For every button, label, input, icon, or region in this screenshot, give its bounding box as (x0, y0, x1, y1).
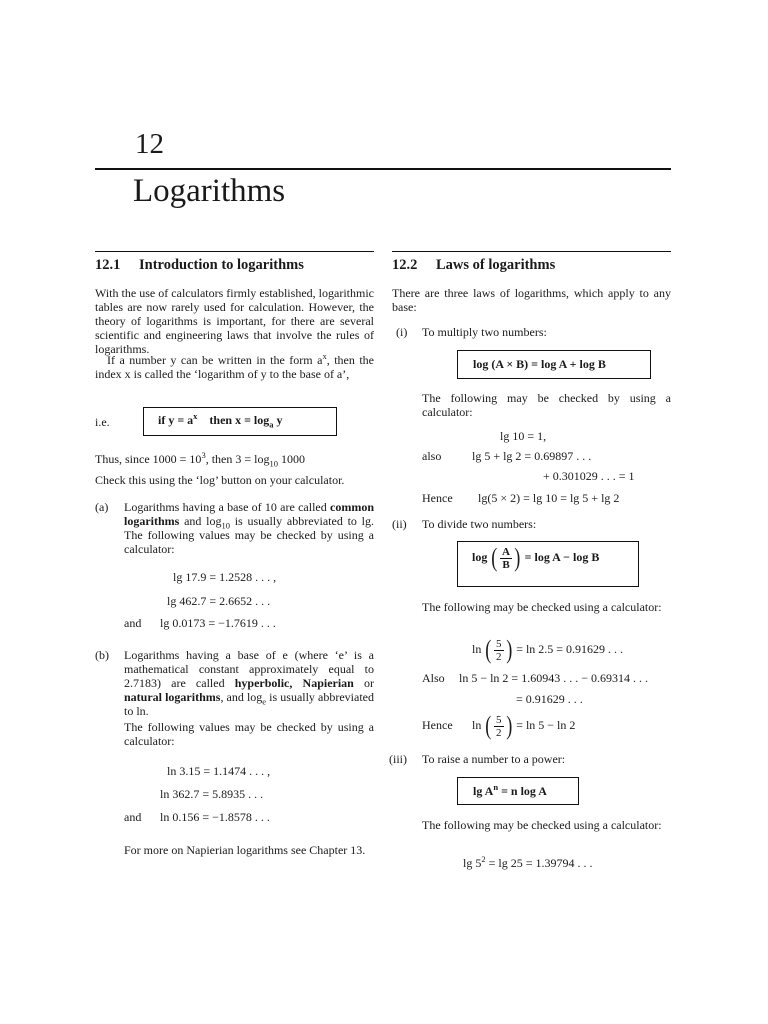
box-text-then: then x = log (209, 413, 270, 427)
denominator: 2 (496, 650, 502, 663)
definition-paragraph (95, 353, 374, 381)
equation-rhs: = ln 2.5 = 0.91629 . . . (513, 642, 624, 656)
superscript: x (322, 351, 327, 361)
equation-lg-10: lg 10 = 1, (500, 429, 547, 443)
equation-text-2: = lg 25 = 1.39794 . . . (485, 856, 593, 870)
superscript: n (493, 782, 499, 792)
item-a-text-3: is usually abbreviated to lg. The following values may be checked by using a calculator: (124, 514, 374, 556)
equation-lg-17-9: lg 17.9 = 1.2528 . . . , (173, 570, 277, 584)
law-ii-box: log ( $\frac{A}{B}$ ) = log A − log B (457, 541, 639, 587)
superscript: 3 (201, 450, 206, 460)
hence-label-2: Hence (422, 718, 453, 732)
section-heading-12-2 (392, 258, 555, 273)
equation-rhs: = ln 5 − ln 2 (513, 718, 576, 732)
law-i-label: (i) (396, 325, 408, 339)
section-number: 12.1 (95, 257, 121, 273)
numerator: 5 (496, 713, 502, 726)
equation-ln5-ln2: ln 5 − ln 2 = 1.60943 . . . − 0.69314 . . . (459, 671, 648, 685)
box-text-2: = n log A (498, 784, 547, 798)
law-ii-label: (ii) (392, 517, 407, 531)
law-i-check: The following may be checked by using a calculator: (422, 391, 671, 419)
item-b-bold: hyperbolic, Napierian (234, 676, 354, 690)
item-b-text-3: , and log (220, 690, 263, 704)
equation-lg5-lg2-cont: + 0.301029 . . . = 1 (543, 469, 635, 483)
thus-line (95, 450, 305, 469)
definition-text: If a number y can be written in the form a (107, 353, 323, 367)
denominator: 2 (496, 726, 502, 739)
thus-text-2: , then 3 = log (205, 452, 270, 466)
equation-ln-5-over-2: ln ( $\frac{5}{2}$ ) = ln 2.5 = 0.91629 . . . (472, 635, 624, 665)
law-ii-text: To divide two numbers: (422, 517, 537, 531)
definition-box (143, 407, 337, 436)
ie-label: i.e. (95, 415, 110, 429)
law-ii-check: The following may be checked using a calculator: (422, 600, 662, 614)
equation-ln-0-156: ln 0.156 = −1.8578 . . . (160, 810, 270, 824)
box-rhs: = log A − log B (521, 549, 600, 564)
equation-ln-3-15: ln 3.15 = 1.1474 . . . , (167, 764, 271, 778)
definition-text-2: , then the index x is called the ‘logarithm of y to the base of a’, (95, 353, 374, 381)
subscript: a (269, 419, 274, 430)
equation-lg5-lg2: lg 5 + lg 2 = 0.69897 . . . (472, 449, 592, 463)
item-a-paragraph (124, 500, 374, 556)
law-iii-label: (iii) (389, 752, 407, 766)
law-iii-box (457, 777, 579, 805)
box-text-y: y (273, 413, 283, 427)
ln-text: ln (472, 718, 482, 732)
equation-lg-5-squared (463, 856, 592, 870)
check-line: Check this using the ‘log’ button on your calculator. (95, 473, 345, 487)
item-a-text-2: and log (179, 514, 222, 528)
section-heading-12-1 (95, 258, 304, 273)
superscript: 2 (481, 854, 486, 864)
also-label-2: Also (422, 671, 445, 685)
fraction-5-over-2 (494, 638, 504, 663)
fraction-5-over-2 (494, 714, 504, 739)
item-a-text: Logarithms having a base of 10 are called (124, 500, 330, 514)
section-title: Laws of logarithms (436, 257, 556, 273)
subscript: 10 (221, 520, 230, 531)
item-a-label: (a) (95, 500, 109, 514)
numerator: 5 (496, 637, 502, 650)
equation-lg-0-0173: lg 0.0173 = −1.7619 . . . (160, 616, 276, 630)
thus-text-3: 1000 (277, 452, 305, 466)
section-rule-left (95, 251, 374, 252)
item-b-paragraph (124, 648, 374, 718)
denominator: B (502, 558, 510, 571)
equation-ln-362-7: ln 362.7 = 5.8935 . . . (160, 787, 264, 801)
item-b-text-4: is usually abbreviated to ln. (124, 690, 374, 718)
item-b-text: Logarithms having a base of e (where ‘e’ is a mathematical constant approximately equal to 2.7183) are called (124, 648, 374, 690)
law-i-box: log (A × B) = log A + log B (457, 350, 651, 379)
item-b-check: The following values may be checked by using a calculator: (124, 720, 374, 748)
subscript: e (262, 696, 267, 707)
laws-intro: There are three laws of logarithms, which apply to any base: (392, 286, 671, 314)
section-number: 12.2 (392, 257, 418, 273)
subscript: 10 (269, 458, 278, 469)
equation-text: lg 5 (463, 856, 482, 870)
superscript: x (193, 411, 198, 421)
chapter-title: Logarithms (133, 173, 286, 209)
thus-text: Thus, since 1000 = 10 (95, 452, 202, 466)
intro-paragraph: With the use of calculators firmly established, logarithmic tables are now rarely used for calculation. However, the theory of logarithms is important, for there are several scientific and engineering laws that involve the rules of logarithms. (95, 286, 374, 356)
law-i-text: To multiply two numbers: (422, 325, 547, 339)
section-title: Introduction to logarithms (139, 257, 304, 273)
chapter-rule (95, 168, 671, 170)
box-text-if: if y = a (158, 413, 194, 427)
law-iii-text: To raise a number to a power: (422, 752, 566, 766)
item-b-bold-2: natural logarithms (124, 690, 221, 704)
section-rule-right (392, 251, 671, 252)
ln-text: ln (472, 642, 482, 656)
equation-lg-product: lg(5 × 2) = lg 10 = lg 5 + lg 2 (478, 491, 620, 505)
equation-ln5-ln2-cont: = 0.91629 . . . (516, 692, 583, 706)
also-label: also (422, 449, 442, 463)
and-label-2: and (124, 810, 142, 824)
item-b-text-2: or (353, 676, 374, 690)
equation-hence-ln: ln ( $\frac{5}{2}$ ) = ln 5 − ln 2 (472, 711, 576, 741)
box-log: log (472, 549, 488, 564)
item-b-label: (b) (95, 648, 109, 662)
item-a-bold: common logarithms (124, 500, 374, 528)
law-iii-check: The following may be checked using a calculator: (422, 818, 662, 832)
chapter-number: 12 (135, 128, 164, 160)
box-text: lg A (473, 784, 494, 798)
numerator: A (502, 545, 510, 558)
hence-label: Hence (422, 491, 453, 505)
and-label: and (124, 616, 142, 630)
equation-lg-462-7: lg 462.7 = 2.6652 . . . (167, 594, 271, 608)
fraction-a-over-b (500, 546, 512, 571)
napierian-reference: For more on Napierian logarithms see Chapter 13. (124, 843, 366, 857)
